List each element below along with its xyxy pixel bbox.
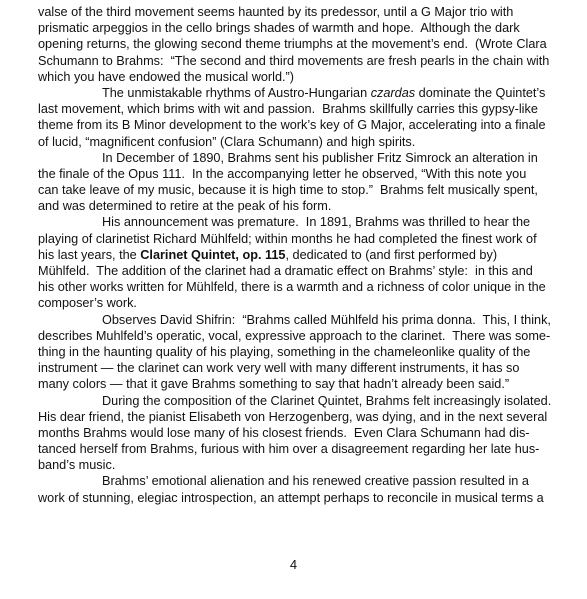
- text-segment: work of stunning, elegiac introspection, an attempt perhaps to reconcile in musical terms a: [38, 490, 544, 505]
- text-line: [38, 69, 586, 85]
- text-line: [38, 393, 586, 409]
- text-segment: his other works written for Mühlfeld, there is a warmth and a richness of color unique in the: [38, 280, 546, 295]
- text-line: [38, 117, 586, 133]
- paragraph: [38, 214, 586, 311]
- text-line: [38, 457, 586, 473]
- text-line: [38, 295, 586, 311]
- paragraph: [38, 4, 586, 85]
- text-segment: theme from its B Minor development to the work’s key of G Major, accelerating into a finale: [38, 118, 546, 133]
- text-line: [38, 247, 586, 263]
- text-line: [38, 360, 586, 376]
- text-line: [38, 231, 586, 247]
- text-line: [38, 198, 586, 214]
- text-segment: tanced herself from Brahms, furious with him over a disagreement regarding her late hus-: [38, 442, 540, 457]
- page-number: 4: [289, 557, 298, 572]
- text-segment: Brahms’ emotional alienation and his renewed creative passion resulted in a: [102, 474, 529, 489]
- text-line: [38, 150, 586, 166]
- text-segment: Schumann to Brahms: “The second and third movements are fresh pearls in the chain with: [38, 53, 550, 68]
- paragraph: [38, 85, 586, 150]
- text-segment: valse of the third movement seems haunted by its predessor, until a G Major trio with: [38, 5, 514, 19]
- text-line: [38, 376, 586, 392]
- text-line: [38, 263, 586, 279]
- text-segment: composer’s work.: [38, 296, 137, 311]
- text-segment: and was determined to retire at the peak of his form.: [38, 199, 332, 214]
- text-line: [38, 214, 586, 230]
- text-segment: , dedicated to (and first performed by): [285, 247, 498, 262]
- text-line: [38, 166, 586, 182]
- text-segment: which you have endowed the musical world.”): [38, 69, 294, 84]
- text-line: [38, 441, 586, 457]
- text-segment: many colors — that it gave Brahms something to say that hadn’t already been said.”: [38, 377, 510, 392]
- text-line: [38, 490, 586, 506]
- text-line: [38, 134, 586, 150]
- text-line: [38, 53, 586, 69]
- paragraph: [38, 150, 586, 215]
- paragraph: [38, 393, 586, 474]
- text-segment: instrument — the clarinet can work very well with many different instruments, it has so: [38, 361, 520, 376]
- paragraph: [38, 312, 586, 393]
- text-segment: describes Muhlfeld’s operatic, vocal, expressive approach to the clarinet. There was some-: [38, 328, 551, 343]
- text-segment: opening returns, the glowing second theme triumphs at the movement’s end. (Wrote Clara: [38, 37, 547, 52]
- text-segment: prismatic arpeggios in the cello brings shades of warmth and hope. Although the dark: [38, 21, 520, 36]
- text-segment: His announcement was premature. In 1891, Brahms was thrilled to hear the: [102, 215, 531, 230]
- text-line: [38, 4, 586, 20]
- text-line: [38, 279, 586, 295]
- text-segment: the finale of the Opus 111. In the accompanying letter he observed, “With this note you: [38, 166, 527, 181]
- paragraph: [38, 473, 586, 505]
- text-line: [38, 101, 586, 117]
- text-line: [38, 182, 586, 198]
- text-segment: During the composition of the Clarinet Quintet, Brahms felt increasingly isolated.: [102, 393, 552, 408]
- text-segment: Observes David Shifrin: “Brahms called Mühlfeld his prima donna. This, I think,: [102, 312, 551, 327]
- text-line: [38, 473, 586, 489]
- text-line: [38, 328, 586, 344]
- text-segment: can take leave of my music, because it is high time to stop.” Brahms felt musically spent,: [38, 183, 538, 198]
- text-segment: thing in the haunting quality of his playing, something in the chameleonlike quality of the: [38, 344, 531, 359]
- bold-text: Clarinet Quintet, op. 115: [140, 247, 286, 262]
- text-segment: The unmistakable rhythms of Austro-Hungarian: [102, 85, 371, 100]
- page-body: [38, 4, 586, 506]
- text-line: [38, 36, 586, 52]
- italic-text: czardas: [370, 85, 416, 100]
- text-segment: last movement, which brims with wit and passion. Brahms skillfully carries this gypsy-like: [38, 102, 538, 117]
- text-segment: Mühlfeld. The addition of the clarinet had a dramatic effect on Brahms’ style: in this and: [38, 264, 533, 278]
- text-line: [38, 344, 586, 360]
- text-segment: playing of clarinetist Richard Mühlfeld; within months he had completed the finest work of: [38, 231, 537, 246]
- text-segment: his last years, the: [38, 247, 141, 262]
- text-segment: of lucid, “magnificent confusion” (Clara Schumann) and high spirits.: [38, 134, 416, 149]
- text-line: [38, 425, 586, 441]
- text-segment: His dear friend, the pianist Elisabeth von Herzogenberg, was dying, and in the next several: [38, 409, 548, 424]
- text-line: [38, 409, 586, 425]
- text-line: [38, 85, 586, 101]
- text-segment: months Brahms would lose many of his closest friends. Even Clara Schumann had dis-: [38, 425, 530, 440]
- text-line: [38, 20, 586, 36]
- text-segment: dominate the Quintet’s: [415, 85, 546, 100]
- text-segment: In December of 1890, Brahms sent his publisher Fritz Simrock an alteration in: [102, 150, 538, 165]
- text-segment: band’s music.: [38, 458, 116, 473]
- text-line: [38, 312, 586, 328]
